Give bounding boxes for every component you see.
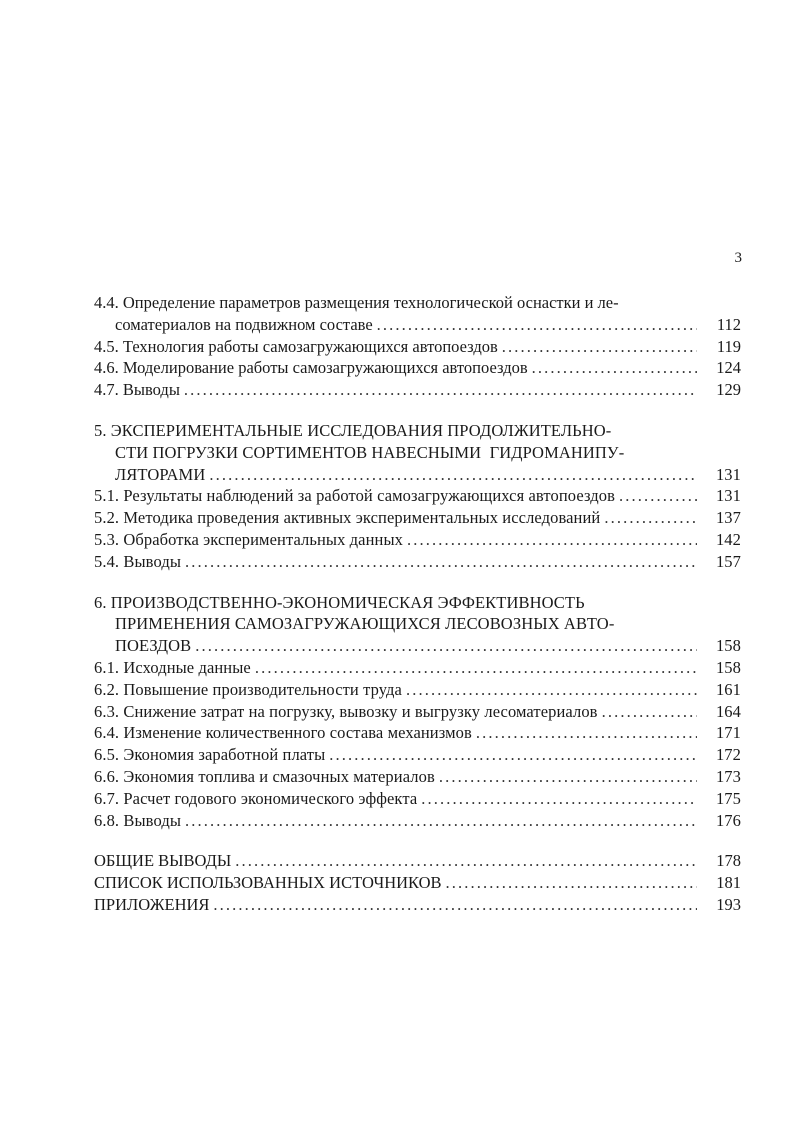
toc-page-number: 157	[715, 551, 741, 571]
toc-entry-text: 5.4. Выводы	[94, 551, 181, 571]
toc-page-number: 175	[715, 788, 741, 808]
dot-leader	[406, 679, 697, 701]
toc-entry-text: 6.2. Повышение производительности труда	[94, 679, 402, 699]
chapter-5-title-line1[interactable]	[94, 420, 741, 442]
toc-entry-4-5[interactable]	[94, 336, 741, 358]
dot-leader	[255, 657, 697, 679]
chapter-title-text: 5. ЭКСПЕРИМЕНТАЛЬНЫЕ ИССЛЕДОВАНИЯ ПРОДОЛЖИТЕЛЬНО-	[94, 420, 612, 440]
toc-page-number: 178	[716, 851, 741, 871]
toc-entry-text: 6.4. Изменение количественного состава механизмов	[94, 723, 472, 743]
dot-leader	[213, 894, 697, 916]
toc-entry-6-1[interactable]	[94, 657, 741, 679]
toc-entry-text: 4.6. Моделирование работы самозагружающихся автопоездов	[94, 358, 528, 378]
chapter-6-title-line3[interactable]	[94, 635, 741, 657]
toc-page-number: 164	[715, 701, 741, 721]
toc-page-number: 173	[715, 766, 741, 786]
dot-leader	[329, 744, 697, 766]
dot-leader	[604, 507, 697, 529]
toc-entry-text: 6.8. Выводы	[94, 810, 181, 830]
toc-page-number: 181	[716, 873, 741, 893]
toc-entry-text: ОБЩИЕ ВЫВОДЫ	[94, 851, 232, 871]
chapter-title-text: ПОЕЗДОВ	[115, 636, 192, 656]
dot-leader	[377, 314, 697, 336]
toc-entry-6-6[interactable]	[94, 766, 741, 788]
toc-page-number: 158	[715, 657, 741, 677]
dot-leader	[185, 810, 697, 832]
page-number: 3	[734, 250, 742, 266]
table-of-contents	[94, 292, 741, 916]
toc-page-number: 158	[715, 636, 741, 656]
toc-entry-6-3[interactable]	[94, 701, 741, 723]
toc-entry-6-4[interactable]	[94, 722, 741, 744]
dot-leader	[619, 485, 697, 507]
toc-entry-6-2[interactable]	[94, 679, 741, 701]
toc-entry-text: 5.3. Обработка экспериментальных данных	[94, 529, 403, 549]
chapter-title-text: 6. ПРОИЗВОДСТВЕННО-ЭКОНОМИЧЕСКАЯ ЭФФЕКТИВНОСТЬ	[94, 592, 585, 612]
toc-entry-text: 4.7. Выводы	[94, 380, 180, 400]
toc-page-number: 124	[716, 358, 741, 378]
toc-entry-appendices[interactable]	[94, 894, 741, 916]
toc-entry-4-4[interactable]	[94, 314, 741, 336]
toc-entry-5-4[interactable]	[94, 551, 741, 573]
toc-entry-5-1[interactable]	[94, 485, 741, 507]
toc-page-number: 193	[716, 894, 741, 914]
toc-entry-text: 6.6. Экономия топлива и смазочных материалов	[94, 766, 435, 786]
toc-entry-text: 4.4. Определение параметров размещения технологической оснастки и ле-	[94, 293, 619, 312]
toc-entry-text: 6.1. Исходные данные	[94, 657, 251, 677]
dot-leader	[532, 357, 697, 379]
toc-page-number: 137	[715, 508, 741, 528]
dot-leader	[421, 788, 697, 810]
toc-entry-5-2[interactable]	[94, 507, 741, 529]
chapter-5-title-line3[interactable]	[94, 464, 741, 486]
toc-page-number: 142	[715, 529, 741, 549]
toc-entry-text: 5.2. Методика проведения активных экспериментальных исследований	[94, 508, 601, 528]
toc-entry-text: соматериалов на подвижном составе	[115, 314, 373, 334]
dot-leader	[407, 529, 697, 551]
dot-leader	[439, 766, 697, 788]
toc-entry-text: 6.3. Снижение затрат на погрузку, вывозку и выгрузку лесоматериалов	[94, 701, 598, 721]
section-4-entries	[94, 292, 741, 401]
toc-entry-text: 5.1. Результаты наблюдений за работой самозагружающихся автопоездов	[94, 486, 615, 506]
toc-entry-references[interactable]	[94, 872, 741, 894]
dot-leader	[185, 551, 697, 573]
toc-page-number: 172	[715, 745, 741, 765]
chapter-6-title-line1[interactable]	[94, 592, 741, 614]
toc-page-number: 119	[716, 336, 741, 356]
toc-entry-4-6[interactable]	[94, 357, 741, 379]
toc-page-number: 112	[716, 314, 741, 334]
toc-page-number: 176	[715, 810, 741, 830]
chapter-title-text: ЛЯТОРАМИ	[115, 464, 206, 484]
dot-leader	[502, 336, 697, 358]
toc-entry-text: 6.7. Расчет годового экономического эффекта	[94, 788, 418, 808]
dot-leader	[602, 701, 697, 723]
toc-entry-text: 6.5. Экономия заработной платы	[94, 745, 326, 765]
dot-leader	[209, 464, 697, 486]
toc-entry-6-7[interactable]	[94, 788, 741, 810]
toc-entry-6-8[interactable]	[94, 810, 741, 832]
toc-entry-6-5[interactable]	[94, 744, 741, 766]
back-matter	[94, 850, 741, 915]
dot-leader	[476, 722, 697, 744]
toc-page-number: 171	[715, 723, 741, 743]
dot-leader	[446, 872, 697, 894]
toc-entry-text: ПРИЛОЖЕНИЯ	[94, 894, 210, 914]
toc-entry-5-3[interactable]	[94, 529, 741, 551]
dot-leader	[235, 850, 697, 872]
chapter-title-text: ПРИМЕНЕНИЯ САМОЗАГРУЖАЮЩИХСЯ ЛЕСОВОЗНЫХ АВТО-	[115, 614, 615, 634]
toc-page-number: 161	[715, 679, 741, 699]
toc-entry-4-4-line1	[94, 292, 741, 314]
chapter-6	[94, 592, 741, 832]
chapter-5-title-line2[interactable]	[94, 442, 741, 464]
dot-leader	[184, 379, 697, 401]
chapter-5	[94, 420, 741, 573]
toc-page-number: 131	[715, 464, 741, 484]
toc-entry-4-7[interactable]	[94, 379, 741, 401]
toc-page-number: 129	[716, 380, 741, 400]
toc-entry-text: СПИСОК ИСПОЛЬЗОВАННЫХ ИСТОЧНИКОВ	[94, 873, 442, 893]
toc-entry-general-conclusions[interactable]	[94, 850, 741, 872]
dot-leader	[195, 635, 697, 657]
chapter-title-text: СТИ ПОГРУЗКИ СОРТИМЕНТОВ НАВЕСНЫМИ ГИДРОМАНИПУ-	[115, 442, 625, 462]
chapter-6-title-line2[interactable]	[94, 613, 741, 635]
toc-page-number: 131	[715, 486, 741, 506]
toc-entry-text: 4.5. Технология работы самозагружающихся автопоездов	[94, 336, 498, 356]
